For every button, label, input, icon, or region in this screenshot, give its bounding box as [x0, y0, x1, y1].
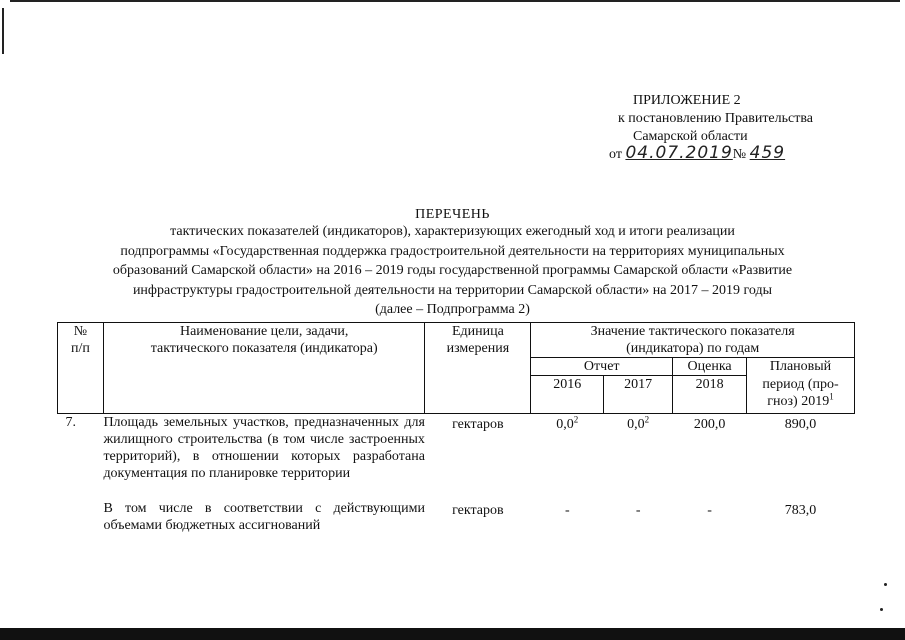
scan-edge-left	[2, 8, 4, 54]
row-unit: гектаров	[452, 417, 504, 432]
document-subtitle	[0, 222, 905, 320]
header-estimate-cell: Оценка	[673, 358, 747, 376]
scan-speck	[880, 608, 883, 611]
handwritten-number: 459	[749, 143, 786, 163]
row-value-2019: 890,0	[784, 417, 817, 432]
header-year-2019	[747, 376, 855, 414]
appendix-line: к постановлению Правительства	[617, 111, 813, 126]
row-value-2016: -	[564, 502, 570, 518]
header-text: (индикатора) по годам	[626, 341, 760, 356]
header-name-cell	[103, 323, 425, 414]
subtitle-line: инфраструктуры градостроительной деятельности на территории Самарской области» на 2017 – 2019 годы	[132, 282, 773, 298]
row-value-2016	[531, 414, 604, 500]
header-text: №	[73, 324, 88, 339]
row-value-2017: -	[635, 502, 641, 518]
header-planned-cell: Плановый	[747, 358, 855, 376]
appendix-title: ПРИЛОЖЕНИЕ 2	[633, 93, 741, 108]
row-value-2018: 200,0	[693, 417, 726, 432]
appendix-date-line	[609, 144, 785, 164]
table-row	[58, 414, 855, 500]
header-text: Наименование цели, задачи,	[179, 324, 349, 339]
header-year-2016: 2016	[531, 376, 604, 414]
subtitle-line: тактических показателей (индикаторов), характеризующих ежегодный ход и итоги реализации	[170, 224, 735, 239]
scan-edge-bottom	[0, 628, 905, 640]
indicators-table	[57, 322, 855, 540]
header-number-cell	[58, 323, 104, 414]
header-year-2017: 2017	[604, 376, 673, 414]
value-text: 0,0	[556, 417, 574, 432]
footnote-mark: 2	[644, 414, 650, 425]
scan-speck	[884, 583, 887, 586]
footnote-mark: 2	[573, 414, 579, 425]
row-number: 7.	[65, 415, 76, 430]
subtitle-line: (далее – Подпрограмма 2)	[375, 302, 530, 318]
table-row	[58, 500, 855, 540]
row-number	[58, 500, 104, 540]
header-text: Значение тактического показателя	[590, 324, 795, 339]
subtitle-line: образований Самарской области» на 2016 – 2019 годы государственной программы Самарской области «Развитие	[112, 263, 793, 279]
handwritten-date: 04.07.2019	[625, 143, 733, 163]
header-values-cell	[531, 323, 855, 358]
appendix-line: Самарской области	[633, 129, 748, 144]
date-prefix: от	[609, 147, 622, 162]
row-name: Площадь земельных участков, предназначенных для жилищного строительства (в том числе застроенных территорий), в отношении которых разработана документация по планировке территории	[103, 415, 425, 481]
subtitle-line: подпрограммы «Государственная поддержка градостроительной деятельности на территориях муниципальных	[120, 243, 785, 259]
header-text: п/п	[71, 341, 90, 356]
header-text	[747, 390, 854, 410]
header-text: период (про-	[762, 376, 839, 392]
row-value-2017	[604, 414, 673, 500]
header-unit-cell	[425, 323, 531, 414]
number-prefix: №	[732, 147, 747, 162]
row-name: В том числе в соответствии с действующими объемами бюджетных ассигнований	[103, 500, 425, 533]
header-report-cell: Отчет	[531, 358, 673, 376]
header-text: тактического показателя (индикатора)	[150, 341, 378, 356]
row-value-2018: -	[707, 502, 712, 518]
row-unit: гектаров	[452, 502, 504, 518]
header-text-part: гноз) 2019	[767, 393, 830, 409]
header-text: Единица	[451, 324, 504, 339]
heading-text: ПЕРЕЧЕНЬ	[415, 207, 490, 222]
header-text: измерения	[446, 341, 510, 356]
value-text: 0,0	[627, 417, 645, 432]
scan-edge-top	[10, 0, 900, 2]
header-year-2018: 2018	[673, 376, 747, 414]
footnote-mark: 1	[829, 390, 834, 401]
row-value-2019: 783,0	[784, 502, 817, 518]
